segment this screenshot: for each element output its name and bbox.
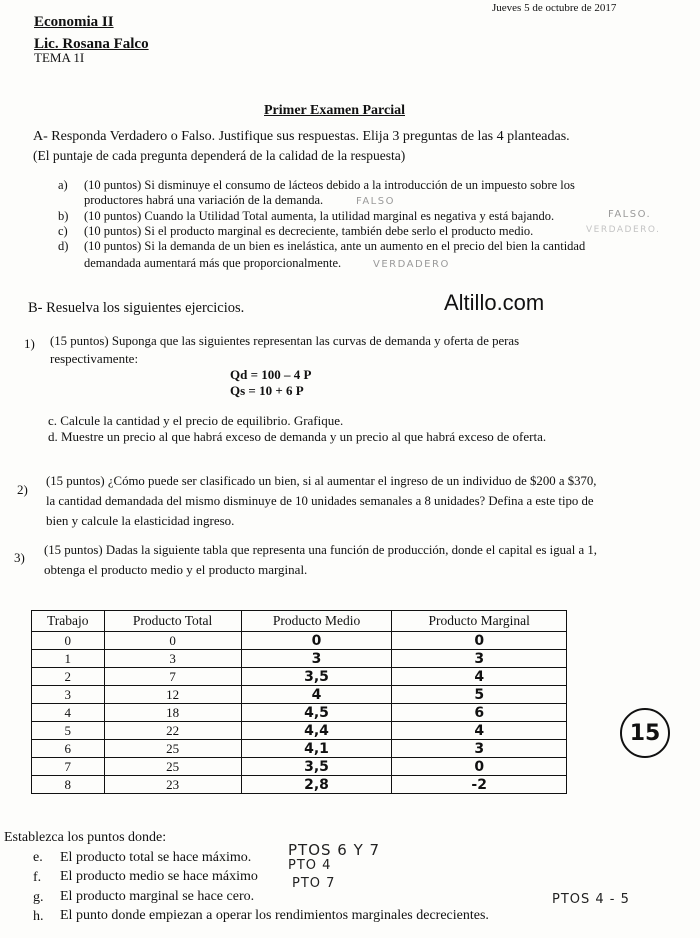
medio-cell: 0 — [241, 632, 392, 650]
exam-theme: TEMA 1I — [34, 50, 85, 65]
item-b-answer: FALSO. — [608, 209, 652, 220]
supply-equation: Qs = 10 + 6 P — [230, 383, 304, 398]
item-h-answer: PTOS 4 - 5 — [552, 892, 630, 907]
section-a-heading: A- Responda Verdadero o Falso. Justifique sus respuestas. Elija 3 preguntas de las 4 planteadas. — [33, 129, 570, 144]
total-cell: 0 — [104, 632, 241, 650]
trabajo-cell: 0 — [32, 632, 105, 650]
establish-intro: Establezca los puntos donde: — [4, 830, 167, 845]
ex2-text-cont2: bien y calcule la elasticidad ingreso. — [46, 513, 235, 528]
table-row — [32, 776, 567, 794]
item-b-letter: b) — [58, 209, 69, 223]
ex3-text: (15 puntos) Dadas la siguiente tabla que representa una función de producción, donde el capital es igual a 1, — [44, 543, 597, 557]
trabajo-cell: 6 — [32, 740, 105, 758]
medio-cell: 4,4 — [241, 722, 392, 740]
table-row — [32, 758, 567, 776]
item-e-letter: e. — [33, 850, 43, 865]
ex3-text-cont: obtenga el producto medio y el producto marginal. — [44, 562, 308, 577]
subject-name: Economia II — [34, 14, 114, 30]
item-a-text: (10 puntos) Si disminuye el consumo de lácteos debido a la introducción de un impuesto sobre los — [84, 178, 575, 192]
table-row — [32, 686, 567, 704]
trabajo-cell: 1 — [32, 650, 105, 668]
item-b-text: (10 puntos) Cuando la Utilidad Total aumenta, la utilidad marginal es negativa y está bajando. — [84, 209, 555, 223]
item-c-letter: c) — [58, 224, 68, 238]
medio-cell: 3,5 — [241, 668, 392, 686]
table-row — [32, 668, 567, 686]
header-producto-marginal: Producto Marginal — [392, 611, 567, 632]
watermark: Altillo.com — [444, 290, 545, 315]
teacher-name: Lic. Rosana Falco — [34, 36, 149, 52]
header-trabajo: Trabajo — [32, 611, 105, 632]
item-g-text: El producto marginal se hace cero. — [60, 889, 255, 904]
marginal-cell: 4 — [392, 668, 567, 686]
trabajo-cell: 5 — [32, 722, 105, 740]
marginal-cell: 6 — [392, 704, 567, 722]
exam-title: Primer Examen Parcial — [264, 103, 405, 118]
item-f-letter: f. — [33, 870, 42, 885]
demand-equation: Qd = 100 – 4 P — [230, 367, 312, 382]
item-d-answer: VERDADERO — [373, 259, 450, 270]
item-a-text-cont: productores habrá una variación de la demanda. — [84, 193, 324, 207]
exam-date: Jueves 5 de octubre de 2017 — [492, 2, 617, 14]
marginal-cell: 3 — [392, 740, 567, 758]
section-a-note: (El puntaje de cada pregunta dependerá de la calidad de la respuesta) — [33, 148, 406, 163]
marginal-cell: 0 — [392, 632, 567, 650]
item-h-text: El punto donde empiezan a operar los rendimientos marginales decrecientes. — [60, 908, 489, 923]
item-c-text: (10 puntos) Si el producto marginal es decreciente, también debe serlo el producto medio. — [84, 224, 534, 238]
table-row — [32, 704, 567, 722]
total-cell: 3 — [104, 650, 241, 668]
medio-cell: 3,5 — [241, 758, 392, 776]
marginal-cell: 4 — [392, 722, 567, 740]
total-cell: 7 — [104, 668, 241, 686]
ex2-text-cont: la cantidad demandada del mismo disminuye de 10 unidades semanales a 8 unidades? Defina a este tipo de — [46, 494, 594, 508]
ex1-text-cont: respectivamente: — [50, 351, 139, 366]
section-b-heading: B- Resuelva los siguientes ejercicios. — [28, 300, 245, 316]
trabajo-cell: 7 — [32, 758, 105, 776]
medio-cell: 4,1 — [241, 740, 392, 758]
item-d-letter: d) — [58, 239, 69, 253]
medio-cell: 4 — [241, 686, 392, 704]
trabajo-cell: 3 — [32, 686, 105, 704]
ex1-part-c: c. Calcule la cantidad y el precio de equilibrio. Grafique. — [48, 413, 344, 428]
ex2-number: 2) — [17, 482, 28, 497]
score-circle — [620, 708, 670, 758]
marginal-cell: -2 — [392, 776, 567, 794]
medio-cell: 4,5 — [241, 704, 392, 722]
item-g-letter: g. — [33, 890, 44, 905]
score-value: 15 — [629, 720, 661, 746]
ex3-number: 3) — [14, 550, 25, 565]
ex1-part-d: d. Muestre un precio al que habrá exceso de demanda y un precio al que habrá exceso de oferta. — [48, 429, 547, 444]
ex2-text: (15 puntos) ¿Cómo puede ser clasificado un bien, si al aumentar el ingreso de un individuo de $200 a $370, — [46, 474, 597, 488]
marginal-cell: 3 — [392, 650, 567, 668]
marginal-cell: 5 — [392, 686, 567, 704]
trabajo-cell: 2 — [32, 668, 105, 686]
item-g-answer: PTO 7 — [292, 876, 336, 891]
ex1-text: (15 puntos) Suponga que las siguientes representan las curvas de demanda y oferta de peras — [50, 334, 520, 348]
total-cell: 22 — [104, 722, 241, 740]
ex1-number: 1) — [24, 336, 35, 351]
total-cell: 25 — [104, 740, 241, 758]
total-cell: 25 — [104, 758, 241, 776]
total-cell: 12 — [104, 686, 241, 704]
table-header-row — [32, 611, 567, 632]
header-producto-total: Producto Total — [104, 611, 241, 632]
item-d-text: (10 puntos) Si la demanda de un bien es inelástica, ante un aumento en el precio del bien la cantidad — [84, 239, 586, 253]
item-f-answer: PTO 4 — [288, 858, 332, 873]
medio-cell: 2,8 — [241, 776, 392, 794]
item-e-text: El producto total se hace máximo. — [60, 850, 252, 865]
item-a-letter: a) — [58, 178, 68, 192]
table-row — [32, 722, 567, 740]
item-d-text-cont: demandada aumentará más que proporcionalmente. — [84, 256, 342, 270]
total-cell: 18 — [104, 704, 241, 722]
medio-cell: 3 — [241, 650, 392, 668]
table-row — [32, 650, 567, 668]
item-e-answer: PTOS 6 Y 7 — [288, 841, 381, 859]
trabajo-cell: 8 — [32, 776, 105, 794]
production-table — [31, 610, 567, 794]
trabajo-cell: 4 — [32, 704, 105, 722]
item-a-answer: FALSO — [356, 196, 395, 207]
marginal-cell: 0 — [392, 758, 567, 776]
table-row — [32, 740, 567, 758]
total-cell: 23 — [104, 776, 241, 794]
item-h-letter: h. — [33, 909, 44, 924]
item-f-text: El producto medio se hace máximo — [60, 869, 258, 884]
header-producto-medio: Producto Medio — [241, 611, 392, 632]
table-row — [32, 632, 567, 650]
item-c-answer: VERDADERO. — [586, 225, 661, 235]
